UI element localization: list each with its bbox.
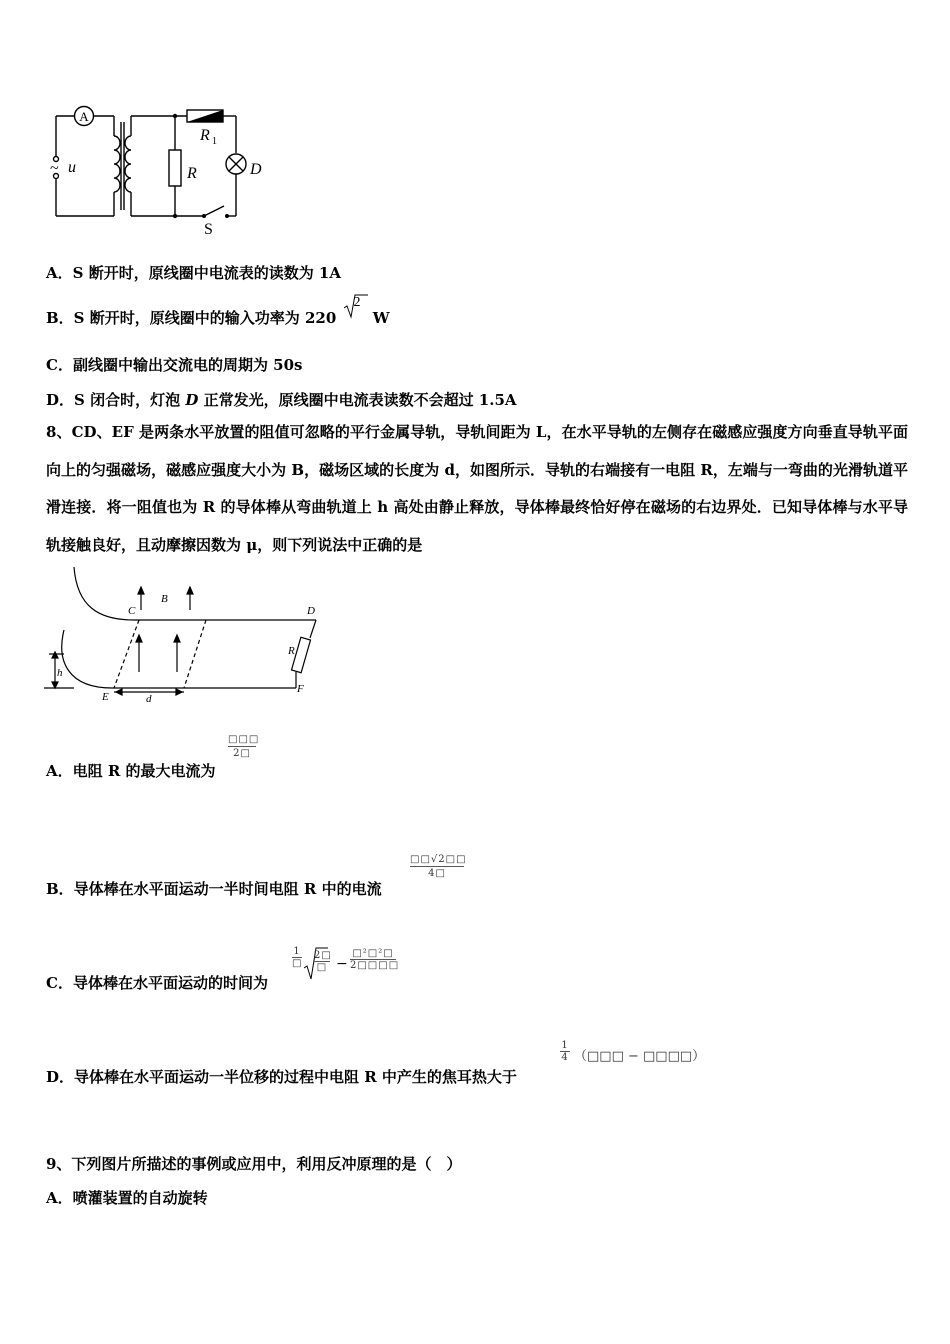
q8-a-denominator: 2□ bbox=[233, 748, 251, 759]
q7-option-b-text: B．S 断开时，原线圈中的输入功率为 220 bbox=[46, 309, 337, 327]
q9-stem: 9、下列图片所描述的事例或应用中，利用反冲原理的是（ ） bbox=[46, 1155, 462, 1173]
denominator: □ bbox=[292, 958, 303, 969]
label-b: B bbox=[161, 593, 168, 605]
q7-option-b bbox=[46, 295, 390, 328]
q8-d-expr-text: （□□□ − □□□□） bbox=[574, 1049, 706, 1064]
label-e: E bbox=[102, 691, 109, 703]
rail-figure bbox=[44, 562, 334, 708]
q7-option-d bbox=[46, 389, 517, 410]
q8-b-numerator: □□√2□□ bbox=[410, 854, 467, 865]
minus-sign: − bbox=[336, 956, 348, 972]
q8-c-frac1 bbox=[292, 946, 302, 969]
fraction-bar bbox=[410, 866, 464, 867]
label-d: d bbox=[146, 693, 152, 705]
q7-option-d-var: D bbox=[185, 391, 199, 409]
switch-label: S bbox=[204, 221, 213, 238]
q9-option-a: A．喷灌装置的自动旋转 bbox=[46, 1189, 208, 1207]
q7-option-d-pre: D．S 闭合时，灯泡 bbox=[46, 391, 181, 409]
numerator: 1 bbox=[561, 1040, 569, 1051]
r1-subscript: 1 bbox=[212, 136, 217, 147]
q8-stem: 8、CD、EF 是两条水平放置的阻值可忽略的平行金属导轨，导轨间距为 L，在水平导轨的左侧存在磁感应强度方向垂直导轨平面向上的匀强磁场，磁感应强度大小为 B，磁场区域的长度为 d，如图所示．导轨的右端接有一电阻 R，左端与一弯曲的光滑轨道平滑连接．将一阻值也为 R 的导体棒从弯曲轨道上 h 高处由静止释放，导体棒最终恰好停在磁场的右边界处．已知导体棒与水平导轨接触良好，且动摩擦因数为 μ，则下列说法中正确的是 bbox=[46, 423, 908, 554]
r1-label: R bbox=[200, 127, 210, 144]
q8-a-fraction bbox=[228, 734, 260, 759]
label-r: R bbox=[288, 645, 295, 657]
label-h: h bbox=[57, 667, 63, 679]
source-symbol: ~ bbox=[50, 160, 59, 177]
q8-option-b: B．导体棒在水平面运动一半时间电阻 R 中的电流 bbox=[46, 880, 382, 898]
sqrt-2 bbox=[342, 295, 368, 327]
label-f: F bbox=[297, 683, 304, 695]
q8-a-numerator: □□□ bbox=[228, 734, 260, 745]
circuit-diagram bbox=[44, 100, 284, 240]
r-label: R bbox=[187, 165, 197, 182]
ammeter-label: A bbox=[79, 109, 89, 124]
q7-option-d-post: 正常发光，原线圈中电流表读数不会超过 1.5A bbox=[203, 391, 517, 409]
label-d-point: D bbox=[307, 605, 315, 617]
q8-c-frac2 bbox=[350, 948, 400, 971]
q7-option-a: A．S 断开时，原线圈中电流表的读数为 1A bbox=[46, 264, 341, 282]
q8-b-denominator: 4□ bbox=[428, 868, 446, 879]
fraction-bar bbox=[228, 746, 256, 747]
numerator: 2□ bbox=[314, 950, 332, 961]
lamp-label: D bbox=[250, 161, 262, 178]
numerator: □²□²□ bbox=[352, 948, 394, 959]
denominator: □ bbox=[316, 962, 328, 973]
source-label: u bbox=[68, 159, 76, 176]
label-c: C bbox=[128, 605, 136, 617]
q8-option-a: A．电阻 R 的最大电流为 bbox=[46, 762, 216, 780]
denominator: 2□□□□ bbox=[350, 960, 400, 971]
q8-c-sqrt-frac bbox=[314, 950, 330, 973]
numerator: 1 bbox=[293, 946, 301, 957]
q8-d-frac bbox=[560, 1040, 570, 1063]
sqrt-2-radicand: 2 bbox=[353, 295, 361, 310]
q8-option-c: C．导体棒在水平面运动的时间为 bbox=[46, 974, 268, 992]
q7-option-c: C．副线圈中输出交流电的周期为 50s bbox=[46, 356, 303, 374]
q8-b-fraction bbox=[410, 854, 467, 879]
q8-option-d: D．导体棒在水平面运动一半位移的过程中电阻 R 中产生的焦耳热大于 bbox=[46, 1068, 517, 1086]
denominator: 4 bbox=[561, 1052, 569, 1063]
q7-option-b-unit: W bbox=[372, 309, 390, 327]
